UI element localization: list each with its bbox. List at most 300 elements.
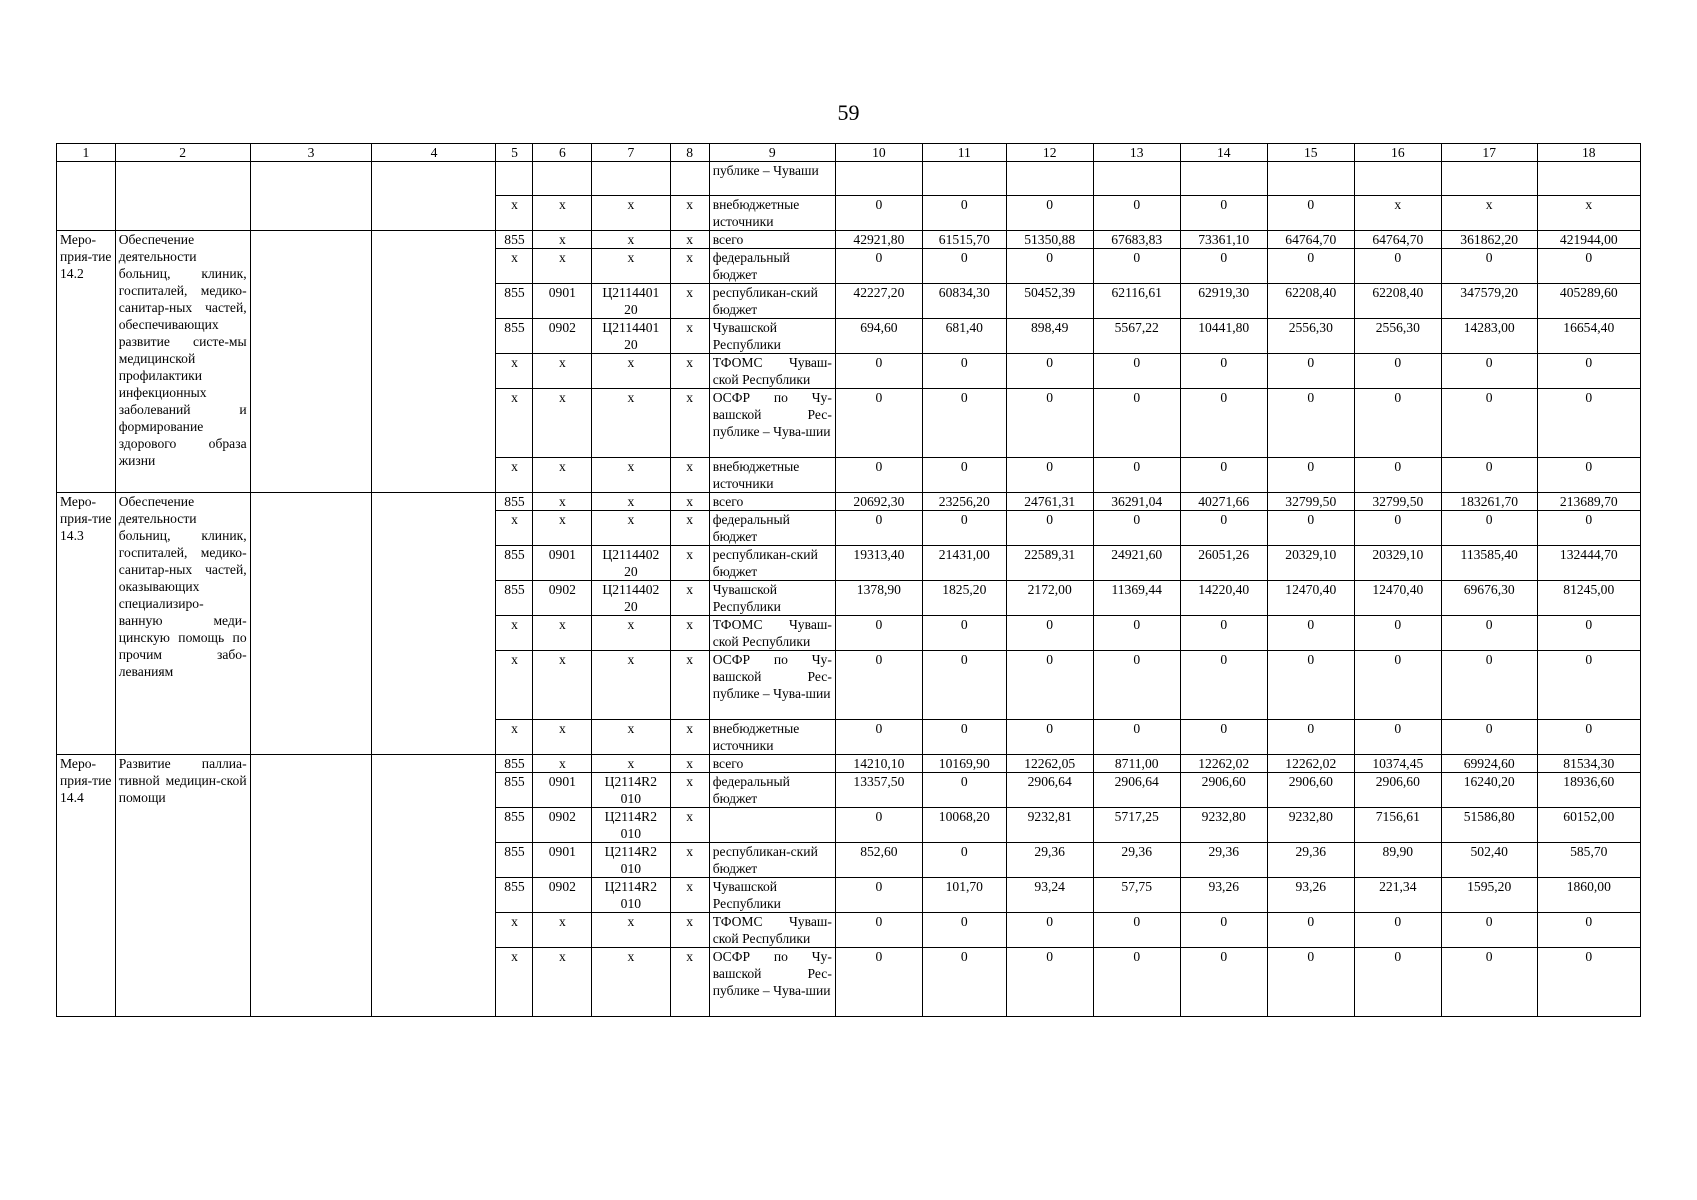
responsible-cell <box>250 493 372 755</box>
code-gr-cell: 855 <box>496 319 533 354</box>
amount-cell: 0 <box>1006 511 1093 546</box>
amount-cell: 0 <box>1441 458 1537 493</box>
funding-source-cell: федеральный бюджет <box>709 773 835 808</box>
code-rz-cell: 0902 <box>533 808 592 843</box>
code-gr-cell: х <box>496 651 533 720</box>
amount-cell: 9232,80 <box>1180 808 1267 843</box>
code-gr-cell: х <box>496 389 533 458</box>
amount-cell: 1825,20 <box>922 581 1006 616</box>
amount-cell: 405289,60 <box>1537 284 1640 319</box>
amount-cell: 0 <box>835 616 922 651</box>
amount-cell: 0 <box>1267 354 1354 389</box>
code-vr-cell: х <box>670 651 709 720</box>
funding-source-cell: внебюджетные источники <box>709 196 835 231</box>
amount-cell: 24761,31 <box>1006 493 1093 511</box>
header-cell: 3 <box>250 144 372 162</box>
code-vr-cell: х <box>670 773 709 808</box>
funding-source-cell: Чувашской Республики <box>709 878 835 913</box>
amount-cell: 0 <box>1006 651 1093 720</box>
amount-cell: 20329,10 <box>1267 546 1354 581</box>
amount-cell: 67683,83 <box>1093 231 1180 249</box>
amount-cell: 93,24 <box>1006 878 1093 913</box>
amount-cell: 0 <box>1354 616 1441 651</box>
funding-source-cell: республикан-ский бюджет <box>709 843 835 878</box>
amount-cell: 0 <box>1180 354 1267 389</box>
amount-cell: 9232,81 <box>1006 808 1093 843</box>
code-rz-cell: х <box>533 511 592 546</box>
code-gr-cell: 855 <box>496 808 533 843</box>
code-rz-cell: 0902 <box>533 581 592 616</box>
funding-source-cell: внебюджетные источники <box>709 720 835 755</box>
amount-cell: 0 <box>1180 616 1267 651</box>
amount-cell: 0 <box>922 616 1006 651</box>
amount-cell: 0 <box>1441 511 1537 546</box>
amount-cell: 0 <box>1537 720 1640 755</box>
amount-cell: 0 <box>1180 458 1267 493</box>
code-rz-cell: х <box>533 458 592 493</box>
amount-cell: 2906,60 <box>1180 773 1267 808</box>
amount-cell: 0 <box>1180 511 1267 546</box>
amount-cell: 10374,45 <box>1354 755 1441 773</box>
measure-name: Обеспечение деятельности больниц, клиник, госпиталей, медико-санитар-ных частей, оказывающих специализиро-ванную меди-цинскую помощь по прочим забо-леваниям <box>115 493 250 755</box>
participants-cell <box>372 231 496 493</box>
amount-cell: х <box>1441 196 1537 231</box>
funding-source-cell: внебюджетные источники <box>709 458 835 493</box>
table-body <box>57 144 1641 1017</box>
amount-cell: х <box>1354 196 1441 231</box>
amount-cell: 10068,20 <box>922 808 1006 843</box>
amount-cell: 0 <box>1537 616 1640 651</box>
code-gr-cell: х <box>496 354 533 389</box>
amount-cell: 42921,80 <box>835 231 922 249</box>
code-gr-cell: х <box>496 913 533 948</box>
amount-cell: 0 <box>922 948 1006 1017</box>
amount-cell: 14283,00 <box>1441 319 1537 354</box>
code-gr-cell: х <box>496 511 533 546</box>
amount-cell: 132444,70 <box>1537 546 1640 581</box>
funding-source-cell: ОСФР по Чу-вашской Рес-публике – Чува-шии <box>709 389 835 458</box>
amount-cell: 0 <box>922 389 1006 458</box>
amount-cell: 0 <box>1537 354 1640 389</box>
code-vr-cell: х <box>670 546 709 581</box>
amount-cell: 0 <box>1006 948 1093 1017</box>
table-row <box>57 493 1641 511</box>
amount-cell <box>835 162 922 196</box>
amount-cell: 57,75 <box>1093 878 1180 913</box>
budget-table <box>56 143 1641 1017</box>
code-rz-cell: х <box>533 249 592 284</box>
amount-cell: 898,49 <box>1006 319 1093 354</box>
amount-cell: 0 <box>835 196 922 231</box>
amount-cell: 0 <box>1006 249 1093 284</box>
amount-cell: 0 <box>1441 354 1537 389</box>
measure-label: Меро-прия-тие 14.4 <box>57 755 116 1017</box>
amount-cell: 0 <box>922 651 1006 720</box>
amount-cell: 64764,70 <box>1354 231 1441 249</box>
header-cell: 15 <box>1267 144 1354 162</box>
code-csr-cell: Ц2114R2 010 <box>592 843 670 878</box>
amount-cell: 0 <box>1441 913 1537 948</box>
amount-cell: 0 <box>1354 389 1441 458</box>
code-gr-cell: 855 <box>496 546 533 581</box>
amount-cell <box>1180 162 1267 196</box>
code-gr-cell: 855 <box>496 231 533 249</box>
code-rz-cell: х <box>533 231 592 249</box>
code-csr-cell: х <box>592 755 670 773</box>
amount-cell: 0 <box>1537 948 1640 1017</box>
code-vr-cell: х <box>670 231 709 249</box>
amount-cell: 20329,10 <box>1354 546 1441 581</box>
amount-cell: 93,26 <box>1180 878 1267 913</box>
amount-cell: 20692,30 <box>835 493 922 511</box>
amount-cell: 89,90 <box>1354 843 1441 878</box>
table-row <box>57 755 1641 773</box>
code-vr-cell: х <box>670 948 709 1017</box>
code-rz-cell: х <box>533 913 592 948</box>
amount-cell: 694,60 <box>835 319 922 354</box>
header-cell: 13 <box>1093 144 1180 162</box>
amount-cell: 0 <box>1354 913 1441 948</box>
amount-cell: 29,36 <box>1267 843 1354 878</box>
amount-cell: 14210,10 <box>835 755 922 773</box>
amount-cell <box>922 162 1006 196</box>
header-cell: 16 <box>1354 144 1441 162</box>
header-cell: 14 <box>1180 144 1267 162</box>
amount-cell: 0 <box>1354 948 1441 1017</box>
code-csr-cell: х <box>592 616 670 651</box>
code-csr-cell: х <box>592 249 670 284</box>
code-rz-cell: х <box>533 389 592 458</box>
code-gr-cell: 855 <box>496 581 533 616</box>
amount-cell: 0 <box>1006 354 1093 389</box>
amount-cell: 502,40 <box>1441 843 1537 878</box>
amount-cell: 1595,20 <box>1441 878 1537 913</box>
code-csr-cell: Ц2114402 20 <box>592 546 670 581</box>
funding-source-cell: Чувашской Республики <box>709 581 835 616</box>
amount-cell: 0 <box>1441 249 1537 284</box>
amount-cell: 1860,00 <box>1537 878 1640 913</box>
amount-cell: 8711,00 <box>1093 755 1180 773</box>
code-csr-cell <box>592 162 670 196</box>
amount-cell: 36291,04 <box>1093 493 1180 511</box>
code-gr-cell: х <box>496 720 533 755</box>
code-vr-cell: х <box>670 249 709 284</box>
amount-cell: 852,60 <box>835 843 922 878</box>
amount-cell <box>1006 162 1093 196</box>
header-row <box>57 144 1641 162</box>
amount-cell: 2906,60 <box>1267 773 1354 808</box>
amount-cell: 81534,30 <box>1537 755 1640 773</box>
amount-cell: 0 <box>1093 354 1180 389</box>
funding-source-cell: республикан-ский бюджет <box>709 546 835 581</box>
amount-cell: 0 <box>835 913 922 948</box>
participants-cell <box>372 755 496 1017</box>
funding-source-cell: ОСФР по Чу-вашской Рес-публике – Чува-шии <box>709 651 835 720</box>
amount-cell: 0 <box>835 878 922 913</box>
code-gr-cell: х <box>496 249 533 284</box>
amount-cell: 0 <box>1354 458 1441 493</box>
amount-cell <box>1537 162 1640 196</box>
amount-cell: 50452,39 <box>1006 284 1093 319</box>
amount-cell: 585,70 <box>1537 843 1640 878</box>
amount-cell: 113585,40 <box>1441 546 1537 581</box>
responsible-cell <box>250 755 372 1017</box>
code-vr-cell: х <box>670 843 709 878</box>
amount-cell: 32799,50 <box>1267 493 1354 511</box>
code-csr-cell: х <box>592 948 670 1017</box>
amount-cell: 62208,40 <box>1267 284 1354 319</box>
amount-cell: 16654,40 <box>1537 319 1640 354</box>
code-gr-cell: х <box>496 948 533 1017</box>
amount-cell: 12262,05 <box>1006 755 1093 773</box>
amount-cell: 101,70 <box>922 878 1006 913</box>
code-vr-cell: х <box>670 878 709 913</box>
amount-cell: 0 <box>1354 249 1441 284</box>
header-cell: 12 <box>1006 144 1093 162</box>
amount-cell: 0 <box>1093 651 1180 720</box>
code-rz-cell: 0901 <box>533 546 592 581</box>
amount-cell: 0 <box>1537 389 1640 458</box>
code-rz-cell: х <box>533 196 592 231</box>
header-cell: 18 <box>1537 144 1640 162</box>
funding-source-cell: ТФОМС Чуваш-ской Республики <box>709 354 835 389</box>
amount-cell: 0 <box>1267 616 1354 651</box>
header-cell: 1 <box>57 144 116 162</box>
amount-cell: 13357,50 <box>835 773 922 808</box>
code-gr-cell: 855 <box>496 878 533 913</box>
amount-cell: 0 <box>835 389 922 458</box>
funding-source-cell: всего <box>709 493 835 511</box>
amount-cell: 7156,61 <box>1354 808 1441 843</box>
cont-col-3 <box>250 162 372 231</box>
amount-cell: 0 <box>1441 948 1537 1017</box>
code-gr-cell: 855 <box>496 843 533 878</box>
amount-cell: 0 <box>1441 389 1537 458</box>
amount-cell: 69924,60 <box>1441 755 1537 773</box>
measure-name: Развитие паллиа-тивной медицин-ской помощи <box>115 755 250 1017</box>
amount-cell: 0 <box>835 354 922 389</box>
amount-cell: 0 <box>1267 389 1354 458</box>
amount-cell: 0 <box>922 458 1006 493</box>
funding-source-cell: ОСФР по Чу-вашской Рес-публике – Чува-шии <box>709 948 835 1017</box>
header-cell: 11 <box>922 144 1006 162</box>
amount-cell: 0 <box>1354 354 1441 389</box>
code-gr-cell: х <box>496 196 533 231</box>
code-vr-cell: х <box>670 808 709 843</box>
amount-cell: 0 <box>1267 511 1354 546</box>
amount-cell: 0 <box>1006 616 1093 651</box>
amount-cell: 2172,00 <box>1006 581 1093 616</box>
table-row <box>57 231 1641 249</box>
amount-cell: 0 <box>1006 913 1093 948</box>
page-number: 59 <box>837 100 860 125</box>
amount-cell: 0 <box>1093 511 1180 546</box>
amount-cell: 5567,22 <box>1093 319 1180 354</box>
code-csr-cell: Ц2114R2 010 <box>592 878 670 913</box>
amount-cell: 0 <box>1093 389 1180 458</box>
amount-cell: 23256,20 <box>922 493 1006 511</box>
amount-cell: 0 <box>835 249 922 284</box>
amount-cell: 0 <box>1093 720 1180 755</box>
amount-cell: 81245,00 <box>1537 581 1640 616</box>
funding-source-cell: всего <box>709 231 835 249</box>
amount-cell: 347579,20 <box>1441 284 1537 319</box>
code-csr-cell: х <box>592 231 670 249</box>
amount-cell: 0 <box>1093 196 1180 231</box>
amount-cell: 12470,40 <box>1354 581 1441 616</box>
amount-cell: 0 <box>835 948 922 1017</box>
amount-cell: 0 <box>835 651 922 720</box>
amount-cell: 93,26 <box>1267 878 1354 913</box>
cont-col-4 <box>372 162 496 231</box>
amount-cell <box>1441 162 1537 196</box>
amount-cell: 0 <box>1267 720 1354 755</box>
code-csr-cell: Ц2114401 20 <box>592 319 670 354</box>
amount-cell: 2556,30 <box>1354 319 1441 354</box>
amount-cell: 0 <box>1093 948 1180 1017</box>
amount-cell: 0 <box>1180 720 1267 755</box>
code-vr-cell: х <box>670 493 709 511</box>
amount-cell: 361862,20 <box>1441 231 1537 249</box>
amount-cell <box>1267 162 1354 196</box>
amount-cell: 0 <box>922 196 1006 231</box>
amount-cell: 0 <box>1537 651 1640 720</box>
amount-cell: 21431,00 <box>922 546 1006 581</box>
amount-cell: 0 <box>835 808 922 843</box>
amount-cell: 0 <box>1267 196 1354 231</box>
amount-cell: 0 <box>835 720 922 755</box>
code-vr-cell: х <box>670 196 709 231</box>
funding-source-cell: республикан-ский бюджет <box>709 284 835 319</box>
cont-col-1 <box>57 162 116 231</box>
amount-cell: х <box>1537 196 1640 231</box>
code-rz-cell: х <box>533 720 592 755</box>
amount-cell: 681,40 <box>922 319 1006 354</box>
funding-source-cell: федеральный бюджет <box>709 249 835 284</box>
amount-cell: 0 <box>1180 948 1267 1017</box>
amount-cell: 10441,80 <box>1180 319 1267 354</box>
code-vr-cell: х <box>670 616 709 651</box>
code-vr-cell: х <box>670 913 709 948</box>
amount-cell <box>1093 162 1180 196</box>
header-cell: 10 <box>835 144 922 162</box>
code-csr-cell: х <box>592 493 670 511</box>
code-vr-cell: х <box>670 511 709 546</box>
amount-cell: 60834,30 <box>922 284 1006 319</box>
funding-source-cell <box>709 808 835 843</box>
code-rz-cell: х <box>533 354 592 389</box>
amount-cell: 51586,80 <box>1441 808 1537 843</box>
funding-source-cell: Чувашской Республики <box>709 319 835 354</box>
amount-cell: 9232,80 <box>1267 808 1354 843</box>
header-cell: 7 <box>592 144 670 162</box>
amount-cell: 0 <box>922 843 1006 878</box>
amount-cell: 0 <box>1537 458 1640 493</box>
code-rz-cell <box>533 162 592 196</box>
code-rz-cell: х <box>533 755 592 773</box>
amount-cell: 12262,02 <box>1180 755 1267 773</box>
amount-cell: 0 <box>1093 458 1180 493</box>
code-gr-cell: 855 <box>496 755 533 773</box>
amount-cell: 183261,70 <box>1441 493 1537 511</box>
code-vr-cell: х <box>670 720 709 755</box>
measure-label: Меро-прия-тие 14.2 <box>57 231 116 493</box>
amount-cell: 2906,64 <box>1006 773 1093 808</box>
amount-cell: 0 <box>1093 616 1180 651</box>
amount-cell: 0 <box>1006 389 1093 458</box>
amount-cell: 0 <box>1537 249 1640 284</box>
amount-cell: 421944,00 <box>1537 231 1640 249</box>
amount-cell: 0 <box>922 249 1006 284</box>
amount-cell: 0 <box>1354 511 1441 546</box>
amount-cell: 0 <box>1441 616 1537 651</box>
funding-source-cell: ТФОМС Чуваш-ской Республики <box>709 913 835 948</box>
code-gr-cell <box>496 162 533 196</box>
code-vr-cell <box>670 162 709 196</box>
funding-source-cell: публике – Чуваши <box>709 162 835 196</box>
code-rz-cell: х <box>533 948 592 1017</box>
code-csr-cell: х <box>592 913 670 948</box>
code-rz-cell: х <box>533 616 592 651</box>
code-csr-cell: Ц2114R2 010 <box>592 773 670 808</box>
amount-cell: 32799,50 <box>1354 493 1441 511</box>
code-gr-cell: 855 <box>496 284 533 319</box>
amount-cell: 11369,44 <box>1093 581 1180 616</box>
amount-cell: 18936,60 <box>1537 773 1640 808</box>
header-cell: 5 <box>496 144 533 162</box>
amount-cell: 42227,20 <box>835 284 922 319</box>
code-rz-cell: х <box>533 651 592 720</box>
amount-cell: 14220,40 <box>1180 581 1267 616</box>
code-csr-cell: Ц2114R2 010 <box>592 808 670 843</box>
header-cell: 8 <box>670 144 709 162</box>
responsible-cell <box>250 231 372 493</box>
header-cell: 9 <box>709 144 835 162</box>
code-rz-cell: 0901 <box>533 773 592 808</box>
amount-cell: 221,34 <box>1354 878 1441 913</box>
amount-cell: 0 <box>1093 913 1180 948</box>
amount-cell <box>1354 162 1441 196</box>
code-csr-cell: Ц2114401 20 <box>592 284 670 319</box>
amount-cell: 0 <box>1537 913 1640 948</box>
code-gr-cell: 855 <box>496 773 533 808</box>
amount-cell: 12262,02 <box>1267 755 1354 773</box>
code-vr-cell: х <box>670 354 709 389</box>
amount-cell: 0 <box>1180 389 1267 458</box>
amount-cell: 0 <box>1267 458 1354 493</box>
header-cell: 2 <box>115 144 250 162</box>
amount-cell: 0 <box>1093 249 1180 284</box>
amount-cell: 0 <box>1267 948 1354 1017</box>
code-gr-cell: 855 <box>496 493 533 511</box>
measure-name: Обеспечение деятельности больниц, клиник, госпиталей, медико-санитар-ных частей, обеспечивающих развитие систе-мы медицинской профилактики инфекционных заболеваний и формирование здорового образа жизни <box>115 231 250 493</box>
amount-cell: 10169,90 <box>922 755 1006 773</box>
amount-cell: 0 <box>1354 720 1441 755</box>
amount-cell: 0 <box>1441 651 1537 720</box>
header-cell: 17 <box>1441 144 1537 162</box>
code-rz-cell: 0901 <box>533 843 592 878</box>
amount-cell: 0 <box>922 511 1006 546</box>
cont-col-2 <box>115 162 250 231</box>
code-csr-cell: х <box>592 354 670 389</box>
amount-cell: 51350,88 <box>1006 231 1093 249</box>
code-vr-cell: х <box>670 389 709 458</box>
amount-cell: 12470,40 <box>1267 581 1354 616</box>
amount-cell: 0 <box>922 354 1006 389</box>
amount-cell: 0 <box>1441 720 1537 755</box>
amount-cell: 0 <box>835 458 922 493</box>
amount-cell: 16240,20 <box>1441 773 1537 808</box>
